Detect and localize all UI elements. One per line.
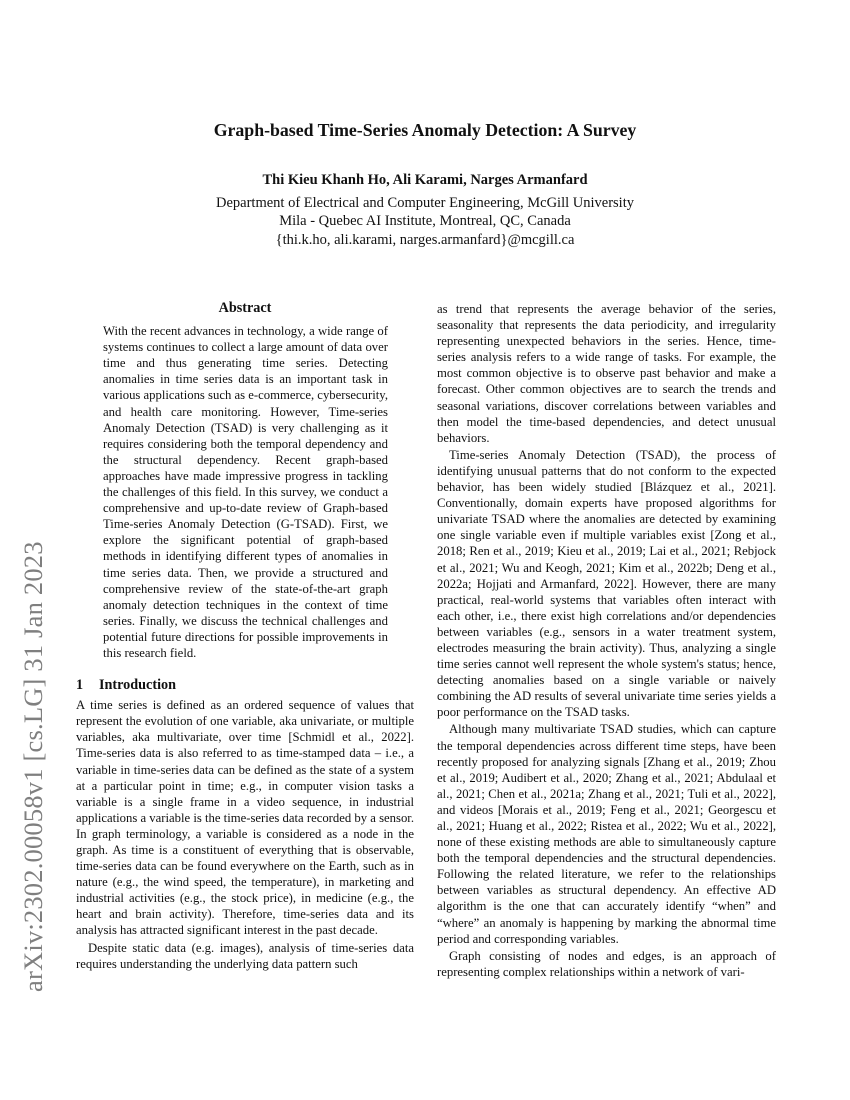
section-heading-introduction <box>76 677 414 693</box>
author-list: Thi Kieu Khanh Ho, Ali Karami, Narges Armanfard <box>262 172 588 188</box>
intro-paragraph-2: Despite static data (e.g. images), analysis of time-series data requires understanding the underlying data pattern such <box>76 940 414 971</box>
section-number: 1 <box>76 677 84 694</box>
section-title: Introduction <box>99 677 176 694</box>
affiliation-university: Department of Electrical and Computer Engineering, McGill University <box>216 195 634 211</box>
intro-paragraph-6: Graph consisting of nodes and edges, is an approach of representing complex relationships within a network of vari- <box>437 948 776 979</box>
abstract-heading: Abstract <box>218 300 272 316</box>
arxiv-identifier: arXiv:2302.00058v1 [cs.LG] 31 Jan 2023 <box>18 541 48 992</box>
abstract-text: With the recent advances in technology, a wide range of systems continues to collect a large amount of data over time and thus generating time series. Detecting anomalies in time series data is an important task in various applications such as e-commerce, cybersecurity, and health care monitoring. However, Time-series Anomaly Detection (TSAD) is very challenging as it requires considering both the temporal dependency and the structural dependency. Recent graph-based approaches have made impressive progress in tackling the challenges of this field. In this survey, we conduct a comprehensive and up-to-date review of Graph-based Time-series Anomaly Detection (G-TSAD). First, we explore the significant potential of graph-based methods in identifying different types of anomalies in time series data. Then, we provide a structured and comprehensive review of the state-of-the-art graph anomaly detection techniques in the context of time series. Finally, we discuss the technical challenges and potential future directions for possible improvements in this research field. <box>103 324 388 660</box>
right-column <box>437 301 776 980</box>
affiliation-institute: Mila - Quebec AI Institute, Montreal, QC, Canada <box>279 213 571 229</box>
left-column <box>76 300 414 972</box>
intro-paragraph-5: Although many multivariate TSAD studies, which can capture the temporal dependencies across different time steps, have been recently proposed for analyzing signals [Zhang et al., 2019; Zhou et al., 2019; Audibert et al., 2020; Zhang et al., 2021; Abdulaal et al., 2021; Chen et al., 2021a; Zhang et al., 2021; Tuli et al., 2022], and videos [Morais et al., 2019; Feng et al., 2021; Georgescu et al., 2021; Huang et al., 2022; Ristea et al., 2022; Wu et al., 2022], none of these existing methods are able to simultaneously capture both the temporal dependencies and the structural dependencies. Following the related literature, we refer to the relationships between variables as structural dependency. An effective AD algorithm is the one that can accurately identify “when” and “where” an anomaly is happening by marking the abnormal time period and corresponding variables. <box>437 722 776 946</box>
intro-paragraph-4: Time-series Anomaly Detection (TSAD), the process of identifying unusual patterns that do not conform to the expected behavior, has been widely studied [Blázquez et al., 2021]. Conventionally, domain experts have proposed algorithms for univariate TSAD where the anomalies are detected by examining one single variable even if multiple variables exist [Zong et al., 2018; Ren et al., 2019; Kieu et al., 2019; Lai et al., 2021; Rebjock et al., 2021; Wu and Keogh, 2021; Kim et al., 2022b; Deng et al., 2022a; Hojjati and Armanfard, 2022]. However, there are many practical, real-world systems that variables often interact with each other, i.e., there exist high correlations and/or dependencies between variables (e.g., sensors in a water treatment system, electrodes measuring the brain activity). Thus, analyzing a single time series cannot well represent the whole system's status; hence, detecting anomalies based on a single variable or naively combining the AD results of several univariate time series yields a poor performance on the TSAD tasks. <box>437 447 776 720</box>
intro-paragraph-1: A time series is defined as an ordered sequence of values that represent the evolution of one variable, aka univariate, or multiple variables, aka multivariate, over time [Schmidl et al., 2022]. Time-series data is also referred to as time-stamped data – i.e., a variable in time-series data can be defined as the state of a system at a particular point in time; e.g., in computer vision tasks a variable is a single frame in a video sequence, in industrial applications a variable is the time-series data recorded by a sensor. In graph terminology, a variable is considered as a node in the graph. As time is a constituent of everything that is observable, time-series data can be found everywhere on the Earth, such as in nature (e.g., the wind speed, the temperature), in marketing and industrial activities (e.g., the stock price), in medicine (e.g., the heart and brain activity). Therefore, time-series data and its analysis has attracted significant interest in the past decade. <box>76 698 414 938</box>
paper-title: Graph-based Time-Series Anomaly Detection: A Survey <box>213 120 637 140</box>
intro-paragraph-3: as trend that represents the average behavior of the series, seasonality that represents the data periodicity, and irregularity representing unexpected behaviors in the series. Hence, time-series analysis refers to a wide range of tasks. For example, the most common objective is to observe past behavior and make a forecast. Other common objectives are to search the trends and seasonal variations, discover correlations between variables and then model the time-based dependencies, and detect unusual behaviors. <box>437 302 776 445</box>
author-emails: {thi.k.ho, ali.karami, narges.armanfard}@mcgill.ca <box>275 232 575 248</box>
